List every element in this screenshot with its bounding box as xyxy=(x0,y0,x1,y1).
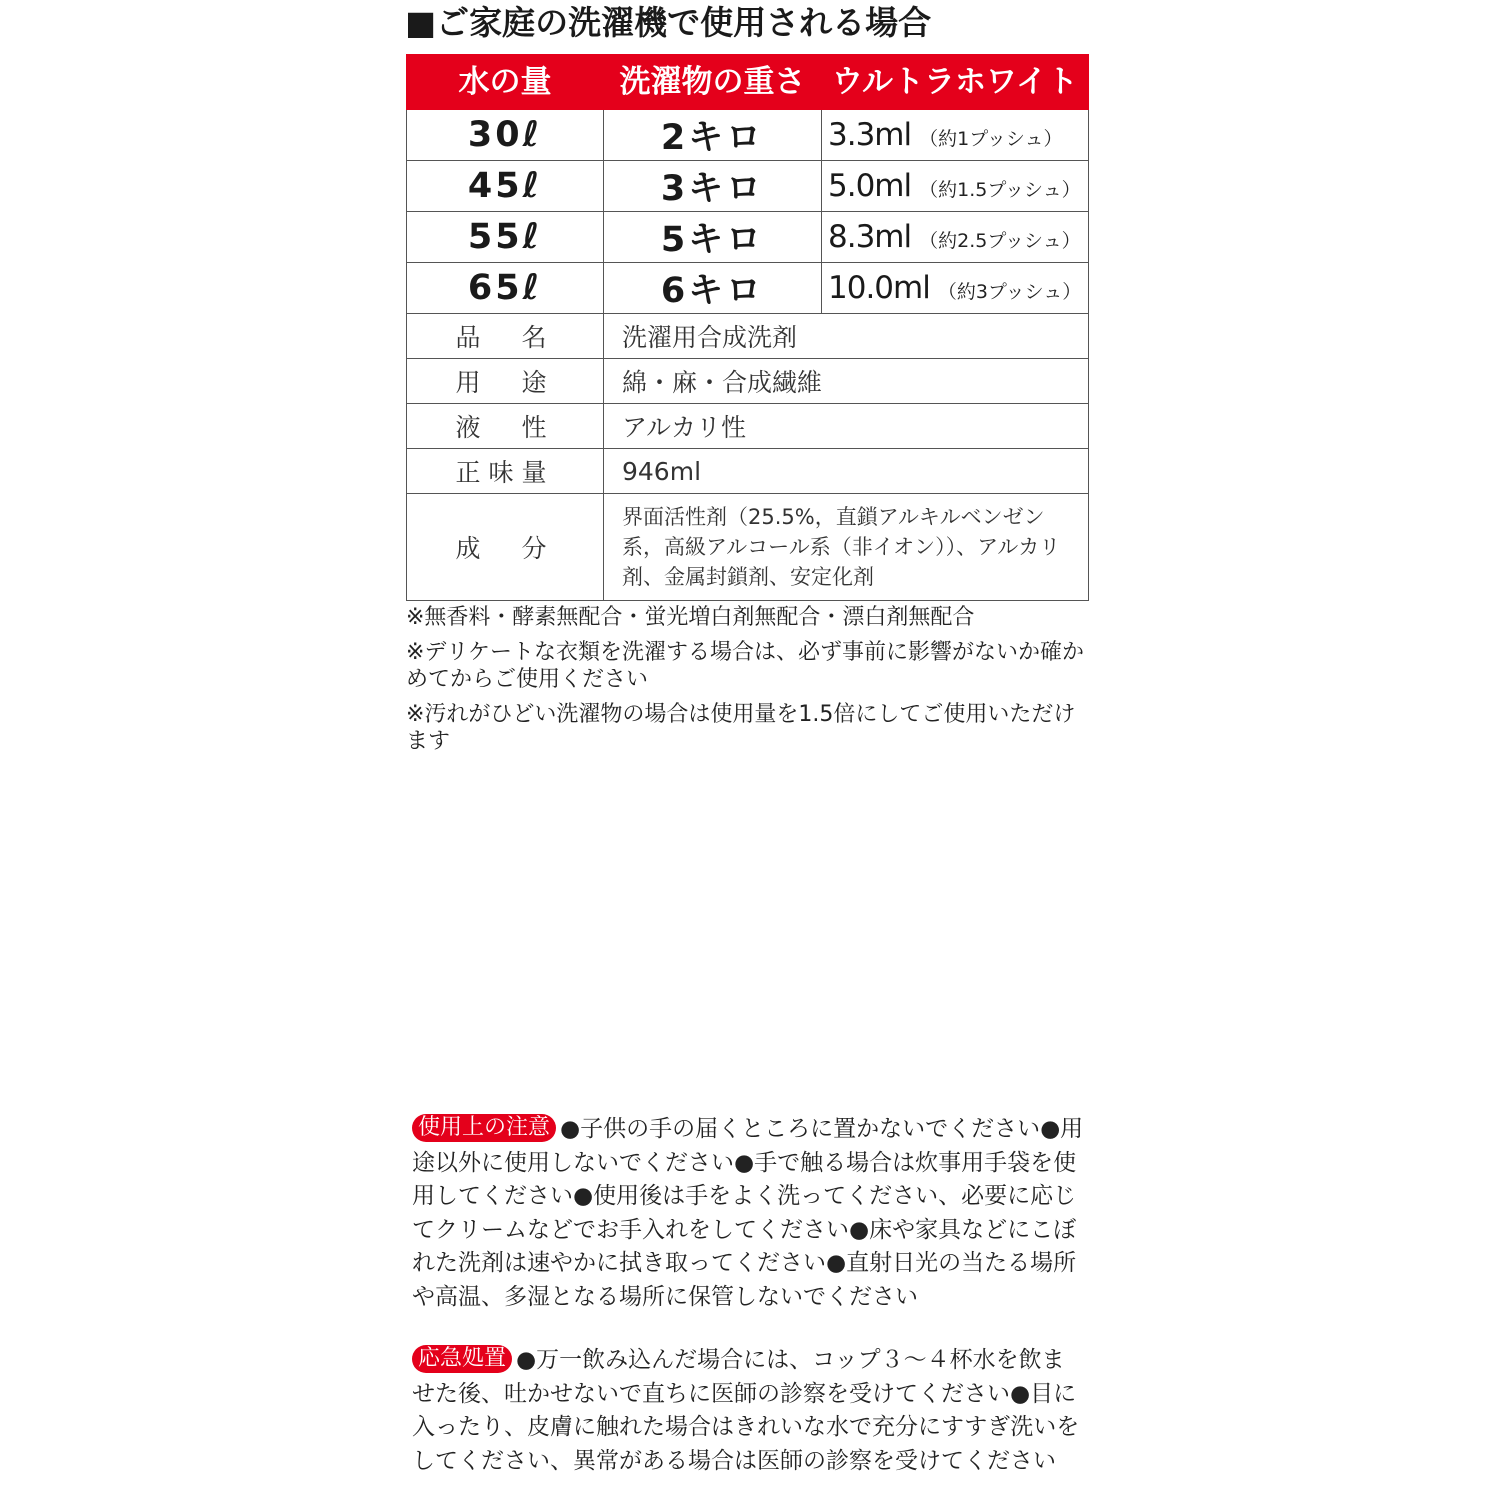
dose-ml: 8.3ml xyxy=(828,219,912,255)
header-water-amount: 水の量 xyxy=(407,55,604,110)
caution-text: ●子供の手の届くところに置かないでください●用途以外に使用しないでください●手で触る場合は炊事用手袋を使用してください●使用後は手をよく洗ってください、必要に応じてクリームなどでお手入れをしてください●床や家具などにこぼれた洗剤は速やかに拭き取ってください●直射日光の当たる場所や高温、多湿となる場所に保管しないでください xyxy=(412,1116,1084,1310)
laundry-weight-cell: 3キロ xyxy=(604,161,822,212)
info-label: 品 名 xyxy=(407,314,604,359)
dose-row xyxy=(407,263,1089,314)
info-label: 成 分 xyxy=(407,494,604,601)
laundry-weight-cell: 5キロ xyxy=(604,212,822,263)
dose-row xyxy=(407,110,1089,161)
usage-spec-table xyxy=(406,54,1089,601)
usage-caution-block xyxy=(412,1113,1087,1314)
first-aid-block xyxy=(412,1344,1087,1478)
note-item: ※汚れがひどい洗濯物の場合は使用量を1.5倍にしてご使用いただけます xyxy=(406,702,1076,754)
header-product-dose: ウルトラホワイト xyxy=(822,55,1089,110)
info-value: 綿・麻・合成繊維 xyxy=(604,359,1089,404)
info-value: アルカリ性 xyxy=(604,404,1089,449)
dose-push-count: （約1プッシュ） xyxy=(919,128,1063,150)
info-value: 洗濯用合成洗剤 xyxy=(604,314,1089,359)
laundry-weight-cell: 2キロ xyxy=(604,110,822,161)
notes-list xyxy=(406,604,1096,763)
composition-cell xyxy=(604,494,1089,601)
first-aid-text: ●万一飲み込んだ場合には、コップ３～４杯水を飲ませた後、吐かせないで直ちに医師の診察を受けてください●目に入ったり、皮膚に触れた場合はきれいな水で充分にすすぎ洗いをしてください、異常がある場合は医師の診察を受けてください xyxy=(412,1347,1080,1474)
water-amount-cell: 45ℓ xyxy=(407,161,604,212)
dose-cell xyxy=(822,212,1089,263)
dose-cell xyxy=(822,263,1089,314)
water-amount-cell: 55ℓ xyxy=(407,212,604,263)
dose-cell xyxy=(822,110,1089,161)
note-item: ※デリケートな衣類を洗濯する場合は、必ず事前に影響がないか確かめてからご使用ください xyxy=(406,640,1084,692)
dose-row xyxy=(407,161,1089,212)
dose-push-count: （約1.5プッシュ） xyxy=(919,179,1081,201)
info-label: 用 途 xyxy=(407,359,604,404)
note-item: ※無香料・酵素無配合・蛍光増白剤無配合・漂白剤無配合 xyxy=(406,605,975,630)
composition-value: 界面活性剤（25.5%，直鎖アルキルベンゼン系，高級アルコール系（非イオン））、アルカリ剤、金属封鎖剤、安定化剤 xyxy=(622,505,1061,589)
first-aid-badge: 応急処置 xyxy=(412,1345,512,1373)
water-amount-cell: 65ℓ xyxy=(407,263,604,314)
water-amount-cell: 30ℓ xyxy=(407,110,604,161)
dose-push-count: （約2.5プッシュ） xyxy=(919,230,1081,252)
dose-ml: 10.0ml xyxy=(828,270,930,306)
info-label: 液 性 xyxy=(407,404,604,449)
dose-push-count: （約3プッシュ） xyxy=(937,281,1082,303)
dose-ml: 3.3ml xyxy=(828,117,912,153)
dose-cell xyxy=(822,161,1089,212)
info-row-liquid-property xyxy=(407,404,1089,449)
info-row-net-volume xyxy=(407,449,1089,494)
caution-badge: 使用上の注意 xyxy=(412,1114,556,1142)
section-title: ■ご家庭の洗濯機で使用される場合 xyxy=(405,3,932,42)
table-header-row xyxy=(407,55,1089,110)
header-laundry-weight: 洗濯物の重さ xyxy=(604,55,822,110)
info-label: 正味量 xyxy=(407,449,604,494)
info-value: 946ml xyxy=(604,449,1089,494)
laundry-weight-cell: 6キロ xyxy=(604,263,822,314)
info-row-usage xyxy=(407,359,1089,404)
info-row-composition xyxy=(407,494,1089,601)
dose-row xyxy=(407,212,1089,263)
dose-ml: 5.0ml xyxy=(828,168,912,204)
info-row-product-name xyxy=(407,314,1089,359)
